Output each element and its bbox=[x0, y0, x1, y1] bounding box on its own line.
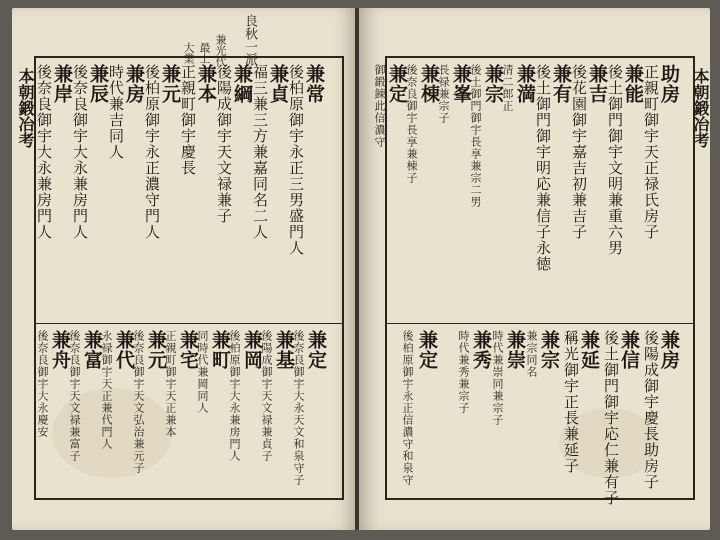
right-lower-head-3: 兼延 bbox=[578, 330, 600, 370]
left-lower-text-1: 後奈良御宇大永天文和泉守子 bbox=[292, 330, 305, 486]
left-lower-head-9: 兼舟 bbox=[49, 330, 71, 370]
right-upper-text-8: 後奈良御宇長享兼棟子 bbox=[405, 64, 418, 184]
left-upper-head-6: 兼房 bbox=[123, 64, 145, 104]
right-upper-head-8: 兼棟 bbox=[418, 64, 440, 104]
left-lower-text-6: 後奈良御宇天文弘治兼元子 bbox=[132, 330, 145, 474]
right-upper-head-1: 助房 bbox=[658, 64, 680, 104]
right-lower-text-3: 稱光御宇正長兼延子 bbox=[562, 330, 580, 474]
left-upper-text-2: 福三兼三方兼嘉同名二人 bbox=[251, 64, 269, 240]
left-lower-head-5: 兼宅 bbox=[177, 330, 199, 370]
left-lower-text-9: 後奈良御宇大永慶安 bbox=[36, 330, 49, 438]
left-lower-text-5: 正親町御宇天正兼本 bbox=[164, 330, 177, 438]
right-upper-text-9: 御鍛錬此信濃守 bbox=[373, 64, 386, 148]
left-lower-text-7: 永禄御宇天正兼代門人 bbox=[100, 330, 113, 450]
right-margin-title: 本朝鍛冶考 bbox=[691, 68, 710, 148]
right-upper-head-5: 兼満 bbox=[514, 64, 536, 104]
right-lower-head-7: 兼定 bbox=[416, 330, 438, 370]
left-lower-head-1: 兼定 bbox=[305, 330, 327, 370]
left-upper-text-5: 後柏原御宇永正濃守門人 bbox=[143, 64, 161, 240]
left-lower-text-2: 後陽成御宇天文禄兼貞子 bbox=[260, 330, 273, 462]
left-upper-text-1: 後柏原御宇永正三男盛門人 bbox=[287, 64, 305, 256]
left-margin-title: 本朝鍛冶考 bbox=[16, 68, 35, 148]
right-lower-head-4: 兼宗 bbox=[538, 330, 560, 370]
right-upper-head-4: 兼有 bbox=[550, 64, 572, 104]
left-lower-text-8: 後奈良御宇天文禄兼富子 bbox=[68, 330, 81, 462]
right-lower-head-5: 兼崇 bbox=[504, 330, 526, 370]
right-lower-head-2: 兼信 bbox=[618, 330, 640, 370]
left-upper-head-2: 兼貞 bbox=[267, 64, 289, 104]
left-lower-head-6: 兼元 bbox=[145, 330, 167, 370]
left-upper-head-1: 兼常 bbox=[303, 64, 325, 104]
right-lower-text-1: 後陽成御宇慶長助房子 bbox=[642, 330, 660, 490]
left-header-note-2: 最上 bbox=[198, 42, 211, 64]
left-upper-head-7: 兼辰 bbox=[87, 64, 109, 104]
right-upper-text-2: 後土御門御宇文明兼重六男 bbox=[606, 64, 624, 256]
right-mid-rule bbox=[387, 323, 693, 324]
right-lower-text-2: 後土御門御宇応仁兼有子 bbox=[602, 330, 620, 506]
left-lower-head-2: 兼基 bbox=[273, 330, 295, 370]
right-upper-text-6: 後土御門御宇長享兼宗二男 bbox=[469, 64, 482, 208]
left-lower-text-3: 後柏原御宇大永兼房門人 bbox=[228, 330, 241, 462]
right-upper-text-1: 正親町御宇天正禄氏房子 bbox=[642, 64, 660, 240]
right-upper-head-6: 兼宗 bbox=[482, 64, 504, 104]
right-lower-text-6: 時代兼秀兼宗子 bbox=[457, 330, 470, 414]
left-mid-rule bbox=[36, 323, 342, 324]
left-upper-head-3: 兼綱 bbox=[231, 64, 253, 104]
right-upper-head-9: 兼定 bbox=[386, 64, 408, 104]
left-page bbox=[12, 8, 357, 530]
right-lower-head-6: 兼秀 bbox=[470, 330, 492, 370]
left-header-note-3: 大業 bbox=[182, 42, 195, 64]
right-upper-text-3: 後花園御宇嘉吉初兼吉子 bbox=[570, 64, 588, 240]
open-book bbox=[12, 8, 710, 530]
right-lower-text-4: 兼宗同名 bbox=[525, 330, 538, 378]
right-upper-text-7: 長禄兼宗子 bbox=[437, 64, 450, 124]
left-page-frame bbox=[34, 56, 344, 500]
left-upper-head-8: 兼岸 bbox=[51, 64, 73, 104]
left-upper-head-4: 兼本 bbox=[195, 64, 217, 104]
right-lower-head-1: 兼房 bbox=[658, 330, 680, 370]
left-upper-head-5: 兼元 bbox=[159, 64, 181, 104]
left-upper-text-8: 後奈良御宇大永兼房門人 bbox=[35, 64, 53, 240]
right-upper-head-7: 兼峯 bbox=[450, 64, 472, 104]
left-upper-text-4: 正親町御宇慶長 bbox=[179, 64, 197, 176]
right-page-frame bbox=[373, 56, 695, 506]
left-lower-head-8: 兼富 bbox=[81, 330, 103, 370]
left-lower-head-7: 兼代 bbox=[113, 330, 135, 370]
right-lower-text-5: 時代兼崇同兼宗子 bbox=[491, 330, 504, 426]
left-header-top: 良秋一派 bbox=[242, 14, 257, 66]
left-lower-text-4: 同時代兼岡同人 bbox=[196, 330, 209, 414]
left-lower-head-3: 兼岡 bbox=[241, 330, 263, 370]
left-upper-text-7: 後奈良御宇大永兼房門人 bbox=[71, 64, 89, 240]
right-lower-text-7: 後柏原御宇永正信濃守和泉守 bbox=[401, 330, 414, 486]
left-upper-text-6: 時代兼吉同人 bbox=[107, 64, 125, 160]
left-lower-head-4: 兼町 bbox=[209, 330, 231, 370]
right-page bbox=[359, 8, 710, 530]
right-upper-head-3: 兼吉 bbox=[586, 64, 608, 104]
left-header-note-1: 兼光代 bbox=[214, 34, 227, 67]
left-upper-text-3: 後陽成御宇天文禄兼子 bbox=[215, 64, 233, 224]
right-upper-text-5: 清二郎正 bbox=[501, 64, 514, 112]
right-upper-text-4: 後土御門御宇明応兼信子永徳 bbox=[534, 64, 552, 272]
right-upper-head-2: 兼能 bbox=[622, 64, 644, 104]
